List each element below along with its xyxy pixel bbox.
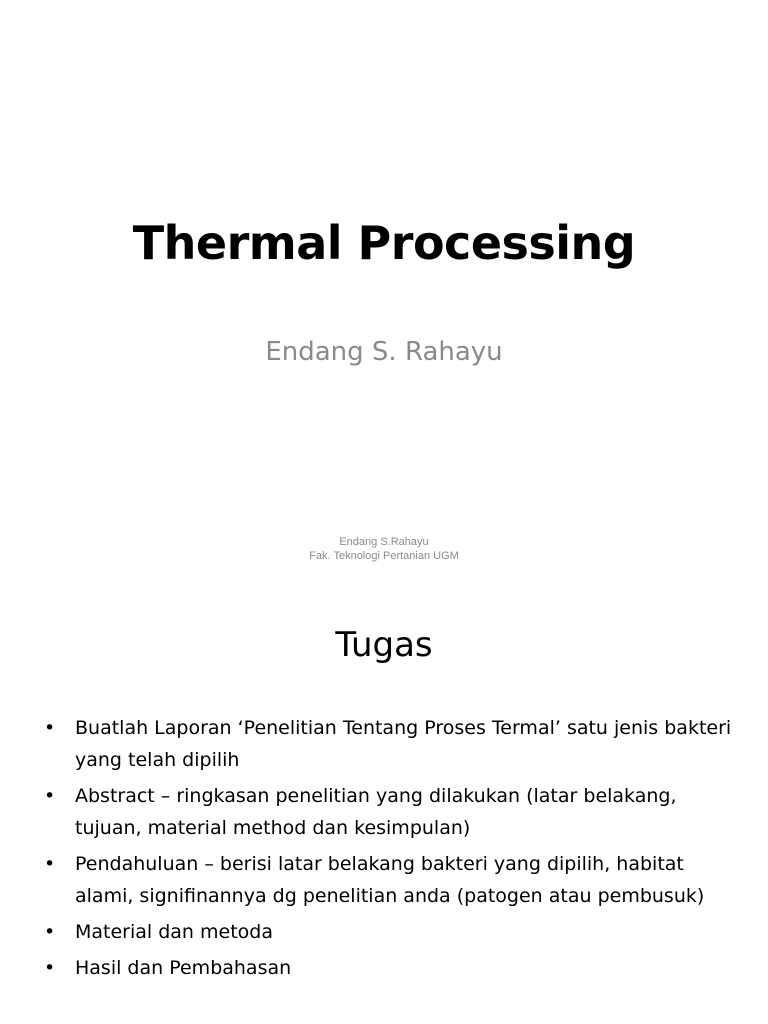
slide-title: Thermal Processing	[132, 216, 636, 270]
slide-heading: Tugas	[335, 625, 433, 665]
list-item	[44, 712, 744, 776]
slide-footer	[0, 535, 768, 563]
bullet-list	[44, 712, 744, 988]
bullet-text: Abstract – ringkasan penelitian yang dilakukan (latar belakang, tujuan, material method dan kesimpulan)	[75, 785, 677, 839]
bullet-text: Hasil dan Pembahasan	[75, 957, 292, 979]
list-item	[44, 848, 744, 912]
bullet-icon: •	[44, 853, 56, 875]
footer-author: Endang S.Rahayu	[339, 536, 429, 548]
bullet-icon: •	[44, 921, 56, 943]
content-slide	[0, 576, 768, 1024]
list-item	[44, 916, 744, 948]
footer-institution: Fak. Teknologi Pertanian UGM	[309, 550, 459, 562]
slide-subtitle: Endang S. Rahayu	[265, 337, 503, 367]
bullet-icon: •	[44, 717, 56, 739]
bullet-icon: •	[44, 785, 56, 807]
bullet-icon: •	[44, 957, 56, 979]
list-item	[44, 780, 744, 844]
bullet-text: Material dan metoda	[75, 921, 273, 943]
bullet-text: Pendahuluan – berisi latar belakang bakteri yang dipilih, habitat alami, signifinannya dg penelitian anda (patogen atau pembusuk)	[75, 853, 705, 907]
bullet-text: Buatlah Laporan ‘Penelitian Tentang Proses Termal’ satu jenis bakteri yang telah dipilih	[75, 717, 732, 771]
list-item	[44, 952, 744, 984]
